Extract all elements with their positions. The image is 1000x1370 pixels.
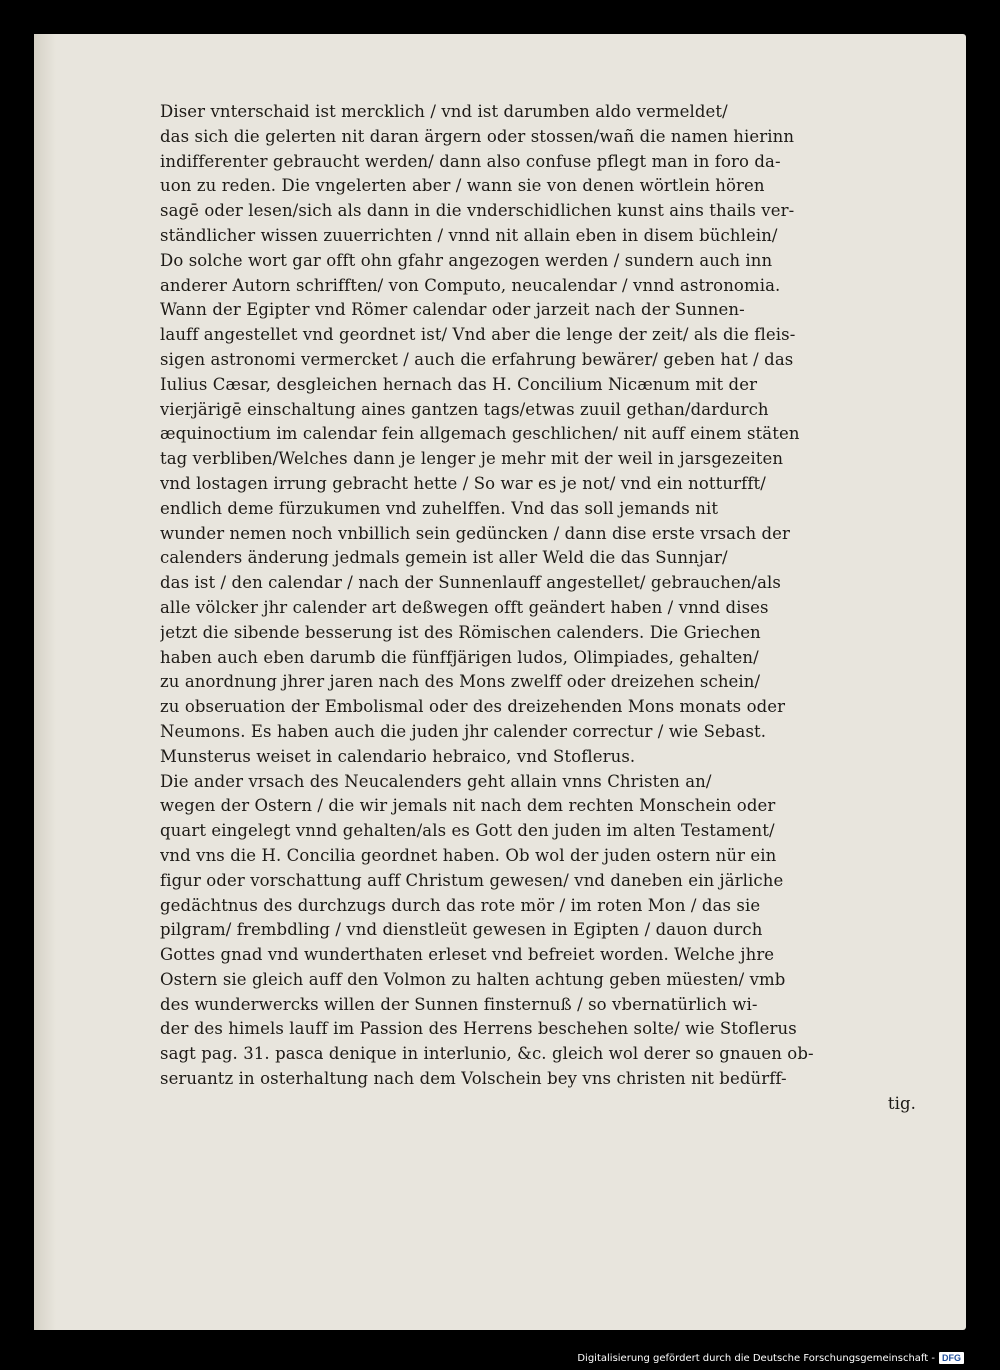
text-line: des wunderwercks willen der Sunnen finsternuß / so vbernatürlich wi- (160, 994, 758, 1014)
text-line: jetzt die sibende besserung ist des Römischen calenders. Die Griechen (160, 622, 761, 642)
text-line: Munsterus weiset in calendario hebraico, vnd Stoflerus. (160, 746, 636, 766)
text-line: figur oder vorschattung auff Christum gewesen/ vnd daneben ein järliche (160, 870, 784, 890)
text-line: Gottes gnad vnd wunderthaten erleset vnd befreiet worden. Welche jhre (160, 945, 775, 965)
page-text (160, 100, 940, 1117)
text-line: alle völcker jhr calender art deßwegen offt geändert haben / vnnd dises (160, 597, 769, 617)
text-line: vierjärigē einschaltung aines gantzen tags/etwas zuuil gethan/dardurch (160, 399, 769, 419)
text-line: sagt pag. 31. pasca denique in interlunio, &c. gleich wol derer so gnauen ob- (160, 1044, 814, 1064)
text-line: ständlicher wissen zuuerrichten / vnnd nit allain eben in disem büchlein/ (160, 225, 778, 245)
text-line: Diser vnterschaid ist mercklich / vnd ist darumben aldo vermeldet/ (160, 102, 728, 121)
text-line: das sich die gelerten nit daran ärgern oder stossen/wañ die namen hierinn (160, 126, 795, 146)
text-line: Neumons. Es haben auch die juden jhr calender correctur / wie Sebast. (160, 721, 767, 741)
text-line: Die ander vrsach des Neucalenders geht allain vnns Christen an/ (160, 771, 712, 791)
text-line: lauff angestellet vnd geordnet ist/ Vnd aber die lenge der zeit/ als die fleis- (160, 325, 796, 345)
text-line: vnd vns die H. Concilia geordnet haben. Ob wol der juden ostern nür ein (160, 845, 777, 865)
text-line: æquinoctium im calendar fein allgemach geschlichen/ nit auff einem stäten (160, 424, 800, 444)
text-line: Wann der Egipter vnd Römer calendar oder jarzeit nach der Sunnen- (160, 300, 745, 320)
text-line: tig. (887, 1093, 916, 1113)
text-line: vnd lostagen irrung gebracht hette / So war es je not/ vnd ein notturfft/ (160, 473, 766, 493)
text-line: zu anordnung jhrer jaren nach des Mons zwelff oder dreizehen schein/ (160, 672, 761, 692)
text-line: wegen der Ostern / die wir jemals nit nach dem rechten Monschein oder (160, 796, 776, 816)
text-line: pilgram/ frembdling / vnd dienstleüt gewesen in Egipten / dauon durch (160, 920, 763, 940)
text-line: der des himels lauff im Passion des Herrens beschehen solte/ wie Stoflerus (160, 1019, 797, 1039)
text-line: seruantz in osterhaltung nach dem Volschein bey vns christen nit bedürff- (160, 1069, 787, 1089)
text-line: quart eingelegt vnnd gehalten/als es Gott den juden im alten Testament/ (160, 821, 775, 841)
footer-credit (577, 1352, 964, 1364)
text-line: calenders änderung jedmals gemein ist aller Weld die das Sunnjar/ (160, 548, 728, 568)
text-line: gedächtnus des durchzugs durch das rote mör / im roten Mon / das sie (160, 895, 761, 915)
text-line: tag verbliben/Welches dann je lenger je mehr mit der weil in jarsgezeiten (160, 449, 784, 469)
text-line: Ostern sie gleich auff den Volmon zu halten achtung geben müesten/ vmb (160, 969, 786, 989)
text-line: indifferenter gebraucht werden/ dann also confuse pflegt man in foro da- (160, 151, 781, 171)
text-line: das ist / den calendar / nach der Sunnenlauff angestellet/ gebrauchen/als (160, 573, 781, 593)
text-line: sigen astronomi vermercket / auch die erfahrung bewärer/ geben hat / das (160, 349, 794, 369)
page-edge (34, 34, 56, 1330)
text-line: endlich deme fürzukumen vnd zuhelffen. Vnd das soll jemands nit (160, 498, 719, 518)
text-line: haben auch eben darumb die fünffjärigen ludos, Olimpiades, gehalten/ (160, 647, 759, 667)
text-line: uon zu reden. Die vngelerten aber / wann sie von denen wörtlein hören (160, 176, 765, 196)
text-line: sagē oder lesen/sich als dann in die vnderschidlichen kunst ains thails ver- (160, 201, 795, 221)
text-line: Do solche wort gar offt ohn gfahr angezogen werden / sundern auch inn (160, 250, 773, 270)
footer-bar (0, 1340, 1000, 1370)
text-line: wunder nemen noch vnbillich sein gedüncken / dann dise erste vrsach der (160, 523, 791, 543)
text-line: zu obseruation der Embolismal oder des dreizehenden Mons monats oder (160, 697, 786, 717)
text-line: Iulius Cæsar, desgleichen hernach das H. Concilium Nicænum mit der (160, 374, 758, 394)
dfg-logo: DFG (939, 1352, 964, 1364)
text-line: anderer Autorn schrifften/ von Computo, neucalendar / vnnd astronomia. (160, 275, 781, 295)
footer-credit-text: Digitalisierung gefördert durch die Deutsche Forschungsgemeinschaft - (577, 1352, 935, 1364)
